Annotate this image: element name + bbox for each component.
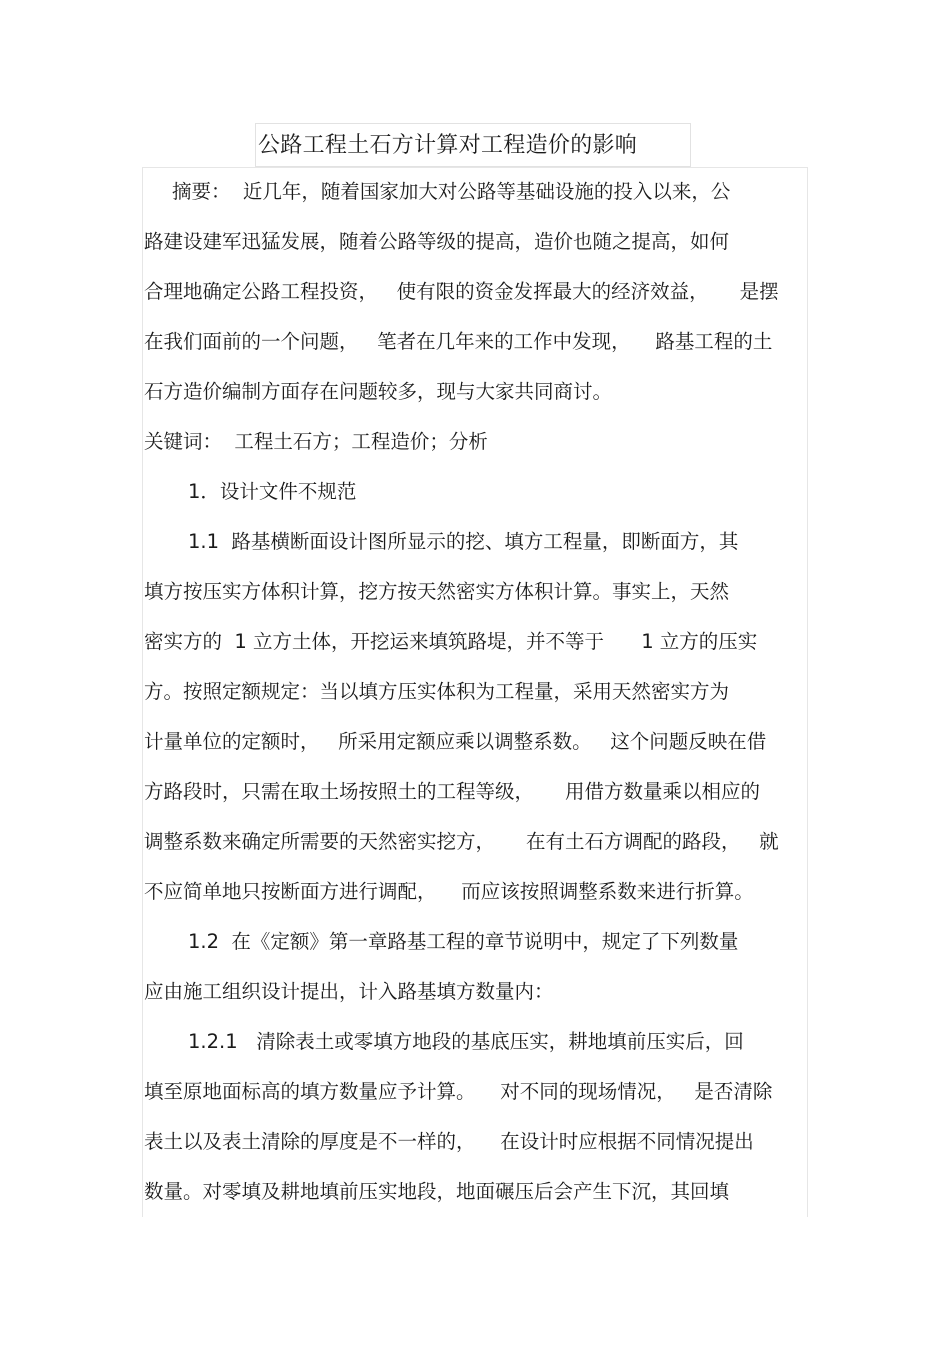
abstract-line-2: 路建设建军迅猛发展，随着公路等级的提高，造价也随之提高，如何 (144, 230, 730, 253)
paragraph-line: 填至原地面标高的填方数量应予计算。 对不同的现场情况， 是否清除 (144, 1080, 773, 1103)
abstract-line-5: 石方造价编制方面存在问题较多，现与大家共同商讨。 (144, 380, 613, 403)
paragraph-line: 填方按压实方体积计算，挖方按天然密实方体积计算。事实上，天然 (144, 580, 730, 603)
paragraph-line: 方路段时，只需在取土场按照土的工程等级， 用借方数量乘以相应的 (144, 780, 760, 803)
paragraph-line: 计量单位的定额时， 所采用定额应乘以调整系数。 这个问题反映在借 (144, 730, 767, 753)
section-heading-1: 1．设计文件不规范 (188, 480, 357, 503)
abstract-line-4: 在我们面前的一个问题， 笔者在几年来的工作中发现， 路基工程的土 (144, 330, 773, 353)
paragraph-line: 应由施工组织设计提出，计入路基填方数量内： (144, 980, 554, 1003)
paragraph-line: 数量。对零填及耕地填前压实地段，地面碾压后会产生下沉，其回填 (144, 1180, 730, 1203)
paragraph-line: 方。按照定额规定：当以填方压实体积为工程量，采用天然密实方为 (144, 680, 730, 703)
paragraph-line: 1.2.1 清除表土或零填方地段的基底压实，耕地填前压实后，回 (188, 1030, 744, 1053)
paragraph-line: 不应简单地只按断面方进行调配， 而应该按照调整系数来进行折算。 (144, 880, 754, 903)
paragraph-line: 调整系数来确定所需要的天然密实挖方， 在有土石方调配的路段， 就 (144, 830, 779, 853)
paragraph-line: 1.1 路基横断面设计图所显示的挖、填方工程量，即断面方，其 (188, 530, 739, 553)
abstract-line-3: 合理地确定公路工程投资， 使有限的资金发挥最大的经济效益， 是摆 (144, 280, 779, 303)
keywords-line: 关键词： 工程土石方；工程造价；分析 (144, 430, 488, 453)
paragraph-line: 1.2 在《定额》第一章路基工程的章节说明中，规定了下列数量 (188, 930, 739, 953)
paragraph-line: 密实方的 1 立方土体，开挖运来填筑路堤，并不等于 1 立方的压实 (144, 630, 758, 653)
paragraph-line: 表土以及表土清除的厚度是不一样的， 在设计时应根据不同情况提出 (144, 1130, 754, 1153)
abstract-line-1: 摘要： 近几年，随着国家加大对公路等基础设施的投入以来，公 (172, 180, 731, 203)
document-title: 公路工程土石方计算对工程造价的影响 (258, 133, 638, 158)
